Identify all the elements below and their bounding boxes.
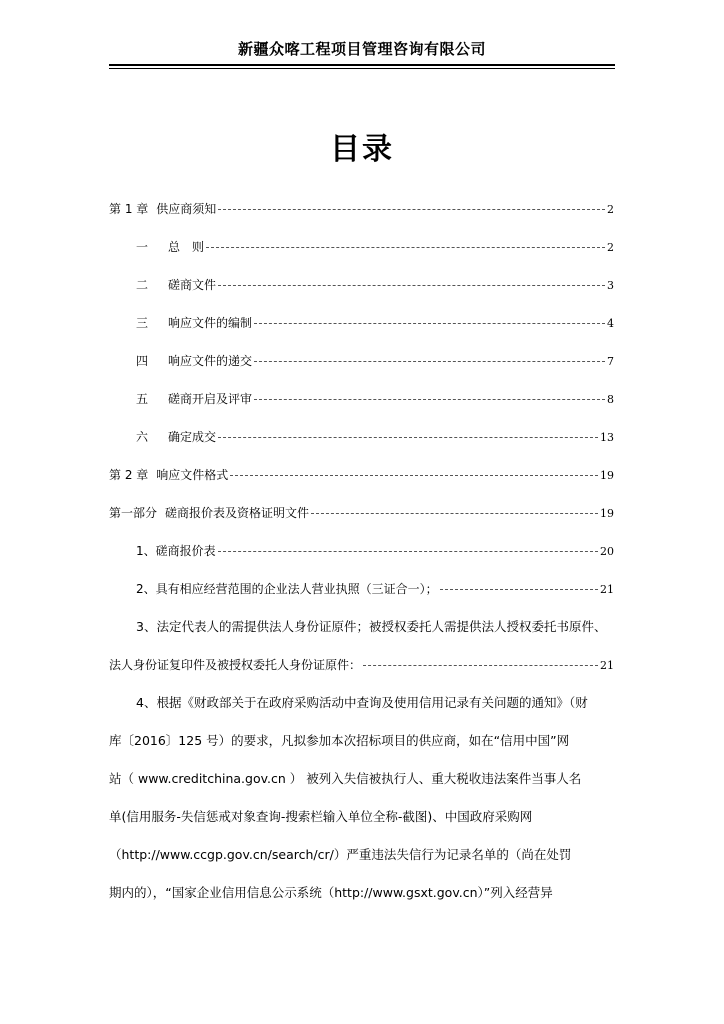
toc-page-number: 2 — [607, 241, 614, 254]
toc-entry-section-2[interactable] — [136, 276, 614, 294]
toc-number: 五 — [136, 392, 149, 406]
toc-leader — [230, 475, 598, 476]
toc-leader — [206, 247, 605, 248]
toc-leader — [363, 665, 598, 666]
toc-page-number: 20 — [600, 545, 614, 558]
toc-title: 法人身份证复印件及被授权委托人身份证原件： — [109, 658, 362, 672]
toc-leader — [218, 285, 605, 286]
toc-number: 六 — [136, 430, 149, 444]
header-company-name: 新疆众喀工程项目管理咨询有限公司 — [237, 40, 486, 58]
toc-item-4-line-1: 4、根据《财政部关于在政府采购活动中查询及使用信用记录有关问题的通知》（财 — [136, 695, 588, 710]
toc-leader — [254, 399, 605, 400]
toc-entry-item-3[interactable] — [109, 656, 614, 674]
toc-entry-section-3[interactable] — [136, 314, 614, 332]
toc-item-4-line-5: （http://www.ccgp.gov.cn/search/cr/）严重违法失信行为记录名单的（尚在处罚 — [109, 847, 572, 862]
toc-leader — [440, 589, 598, 590]
toc-leader — [218, 209, 605, 210]
toc-entry-section-5[interactable] — [136, 390, 614, 408]
toc-title: 响应文件的递交 — [168, 354, 253, 368]
toc-number: 第 1 章 — [109, 202, 149, 216]
toc-page-number: 4 — [607, 317, 614, 330]
toc-item-3-line-1: 3、法定代表人的需提供法人身份证原件；被授权委托人需提供法人授权委托书原件、 — [136, 619, 607, 634]
toc-number: 第一部分 — [109, 506, 158, 520]
toc-title: 总 则 — [168, 240, 205, 254]
toc-title: 响应文件的编制 — [168, 316, 253, 330]
header-rule-thick — [109, 64, 615, 66]
toc-page-number: 8 — [607, 393, 614, 406]
toc-page-number: 19 — [600, 507, 614, 520]
toc-item-4-line-2: 库〔2016〕125 号）的要求，凡拟参加本次招标项目的供应商，如在“信用中国”网 — [109, 733, 570, 748]
toc-number: 第 2 章 — [109, 468, 149, 482]
document-title: 目录 — [330, 132, 394, 167]
toc-number: 一 — [136, 240, 149, 254]
toc-page-number: 19 — [600, 469, 614, 482]
toc-page-number: 3 — [607, 279, 614, 292]
toc-leader — [218, 551, 598, 552]
toc-leader — [218, 437, 598, 438]
toc-page-number: 13 — [600, 431, 614, 444]
toc-number: 二 — [136, 278, 149, 292]
toc-page-number: 7 — [607, 355, 614, 368]
toc-entry-chapter-1[interactable] — [109, 200, 614, 218]
toc-page-number: 21 — [600, 659, 614, 672]
toc-entry-item-1[interactable] — [136, 542, 614, 560]
toc-page-number: 2 — [607, 203, 614, 216]
toc-number: 四 — [136, 354, 149, 368]
toc-item-4-line-4: 单(信用服务-失信惩戒对象查询-搜索栏输入单位全称-截图)、中国政府采购网 — [109, 809, 533, 824]
toc-title: 磋商文件 — [168, 278, 217, 292]
toc-page-number: 21 — [600, 583, 614, 596]
toc-title: 响应文件格式 — [156, 468, 229, 482]
toc-title: 供应商须知 — [156, 202, 217, 216]
toc-number: 三 — [136, 316, 149, 330]
toc-title: 磋商报价表及资格证明文件 — [165, 506, 310, 520]
toc-entry-section-1[interactable] — [136, 238, 614, 256]
toc-entry-section-4[interactable] — [136, 352, 614, 370]
toc-entry-item-2[interactable] — [136, 580, 614, 598]
toc-title: 确定成交 — [168, 430, 217, 444]
toc-leader — [311, 513, 598, 514]
header-rule-thin — [109, 68, 615, 69]
toc-entry-part-1[interactable] — [109, 504, 614, 522]
toc-title: 1、磋商报价表 — [136, 544, 216, 558]
toc-item-4-line-6: 期内的），“国家企业信用信息公示系统（http://www.gsxt.gov.cn）”列入经营异 — [109, 885, 553, 900]
toc-item-4-line-3: 站（ www.creditchina.gov.cn ） 被列入失信被执行人、重大税收违法案件当事人名 — [109, 771, 582, 786]
toc-title: 磋商开启及评审 — [168, 392, 253, 406]
toc-entry-chapter-2[interactable] — [109, 466, 614, 484]
toc-entry-section-6[interactable] — [136, 428, 614, 446]
toc-leader — [254, 361, 605, 362]
toc-title: 2、具有相应经营范围的企业法人营业执照（三证合一）； — [136, 582, 438, 596]
toc-leader — [254, 323, 605, 324]
